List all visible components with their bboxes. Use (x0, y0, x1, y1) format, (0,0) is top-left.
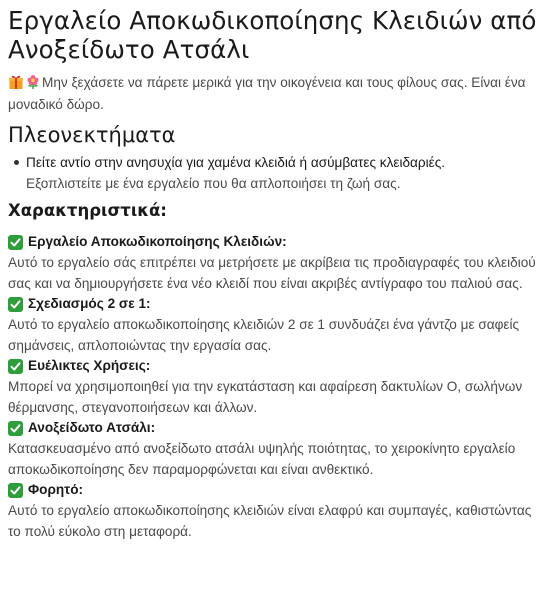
intro-text: Μην ξεχάσετε να πάρετε μερικά για την οικογένεια και τους φίλους σας. Είναι ένα μοναδικό δώρο. (8, 75, 526, 112)
flower-icon (25, 74, 41, 90)
feature-description: Μπορεί να χρησιμοποιηθεί για την εγκατάσταση και αφαίρεση δακτυλίων O, σωλήνων θέρμανσης, στεγανοποιήσεων και άλλων. (8, 379, 523, 415)
feature-title: Εργαλείο Αποκωδικοποίησης Κλειδιών: (28, 234, 287, 249)
check-mark-icon (8, 421, 23, 436)
feature-description: Αυτό το εργαλείο αποκωδικοποίησης κλειδιών είναι ελαφρύ και συμπαγές, καθιστώντας το πολύ εύκολο στη μεταφορά. (8, 503, 532, 539)
feature-title: Ανοξείδωτο Ατσάλι: (28, 420, 156, 435)
advantage-headline: Πείτε αντίο στην ανησυχία για χαμένα κλειδιά ή ασύμβατες κλειδαριές. (26, 155, 446, 170)
check-mark-icon (8, 359, 23, 374)
feature-item (8, 232, 548, 294)
feature-title: Ευέλικτες Χρήσεις: (28, 358, 151, 373)
feature-description: Κατασκευασμένο από ανοξείδωτο ατσάλι υψηλής ποιότητας, το χειροκίνητο εργαλείο αποκωδικοποίησης δεν παραμορφώνεται και είναι ανθεκτικό. (8, 441, 516, 477)
intro-paragraph (8, 72, 548, 116)
gift-icon (8, 74, 24, 90)
list-item (26, 152, 548, 194)
feature-item (8, 294, 548, 356)
feature-item (8, 356, 548, 418)
feature-description: Αυτό το εργαλείο αποκωδικοποίησης κλειδιών 2 σε 1 συνδυάζει ένα γάντζο με σαφείς σημάνσεις, απλοποιώντας την εργασία σας. (8, 317, 520, 353)
advantages-list (8, 152, 548, 194)
check-mark-icon (8, 297, 23, 312)
check-mark-icon (8, 235, 23, 250)
advantage-text: Εξοπλιστείτε με ένα εργαλείο που θα απλοποιήσει τη ζωή σας. (26, 176, 401, 191)
feature-description: Αυτό το εργαλείο σάς επιτρέπει να μετρήσετε με ακρίβεια τις προδιαγραφές του κλειδιού σας και να δημιουργήσετε ένα νέο κλειδί που είναι ακριβές αντίγραφο του παλιού σας. (8, 255, 536, 291)
page-title: Εργαλείο Αποκωδικοποίησης Κλειδιών από Ανοξείδωτο Ατσάλι (8, 6, 537, 64)
features-heading: Χαρακτηριστικά: (8, 201, 167, 220)
feature-item (8, 418, 548, 480)
feature-item (8, 480, 548, 542)
feature-title: Σχεδιασμός 2 σε 1: (28, 296, 151, 311)
feature-title: Φορητό: (28, 482, 84, 497)
advantages-heading: Πλεονεκτήματα (8, 123, 176, 147)
check-mark-icon (8, 483, 23, 498)
